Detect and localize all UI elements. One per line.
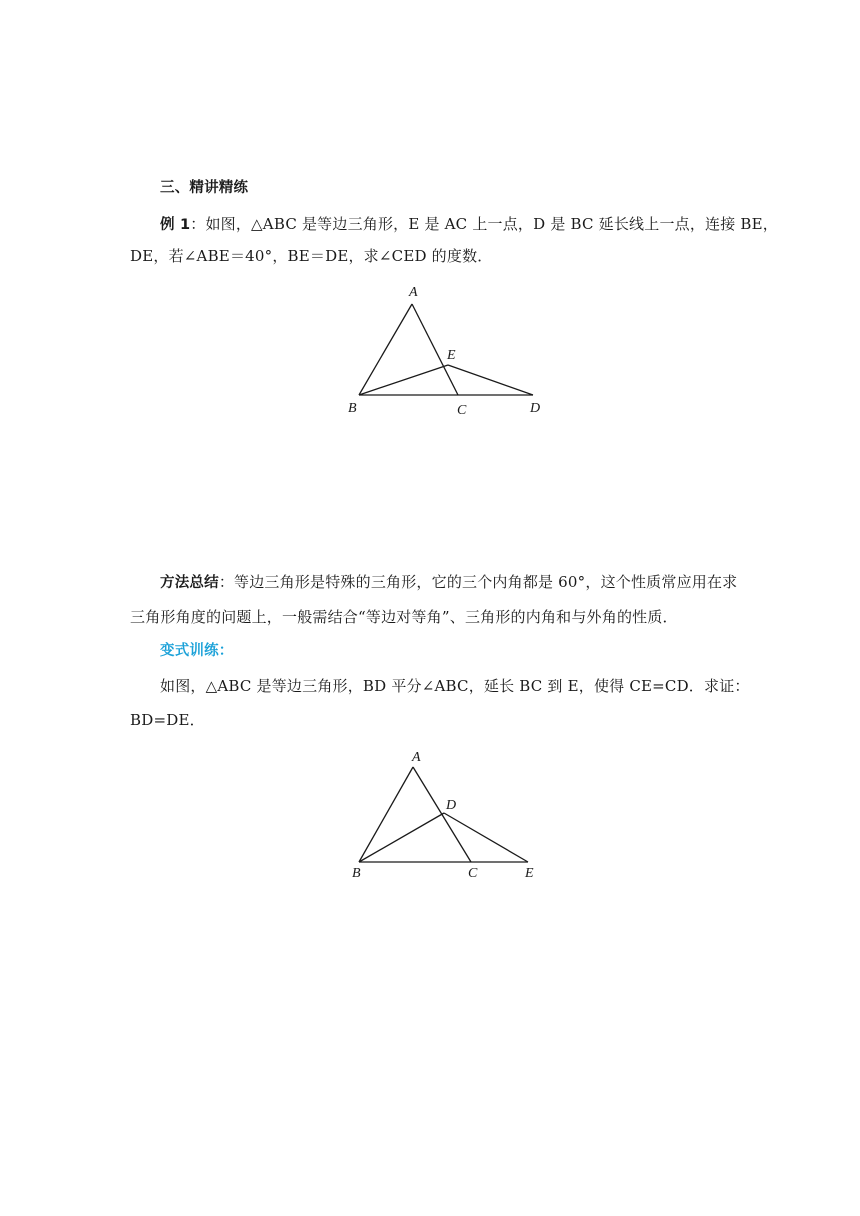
segment-ab [359,767,413,862]
segment-ed [448,365,533,395]
method-summary-label: 方法总结 [160,575,219,591]
method-summary-colon: ： [218,573,235,591]
label-e: E [525,866,534,881]
label-c: C [468,866,478,881]
label-a: A [409,285,418,300]
segment-ab [359,304,412,395]
variant-line2: BD=DE． [130,711,205,729]
variant-figure [340,745,560,885]
variant-heading: 变式训练： [160,643,234,659]
triangle-figure-2 [340,745,560,885]
segment-bd [359,813,444,862]
example1-label: 例 1 [160,217,191,233]
method-summary-line1 [160,572,737,593]
label-b: B [352,866,361,881]
section-heading: 三、精讲精练 [160,180,249,196]
example1-figure [340,280,560,420]
label-e: E [447,348,456,363]
label-d: D [530,401,541,416]
example1-text1: 如图，△ABC 是等边三角形，E 是 AC 上一点，D 是 BC 延长线上一点，连接 BE， [205,215,778,233]
label-c: C [457,403,467,418]
label-d: D [446,798,457,813]
triangle-figure-1 [340,280,560,420]
example1-line1 [160,214,778,235]
label-b: B [348,401,357,416]
example1-line2: DE，若∠ABE＝40°，BE＝DE，求∠CED 的度数． [130,247,493,265]
label-a: A [412,750,421,765]
variant-line1: 如图，△ABC 是等边三角形，BD 平分∠ABC，延长 BC 到 E，使得 CE=CD．求证： [160,677,750,695]
segment-be [359,365,448,395]
method-summary-text1: 等边三角形是特殊的三角形，它的三个内角都是 60°，这个性质常应用在求 [234,573,738,591]
method-summary-line2: 三角形角度的问题上，一般需结合“等边对等角”、三角形的内角和与外角的性质． [130,608,678,626]
example1-colon: ： [190,215,206,233]
